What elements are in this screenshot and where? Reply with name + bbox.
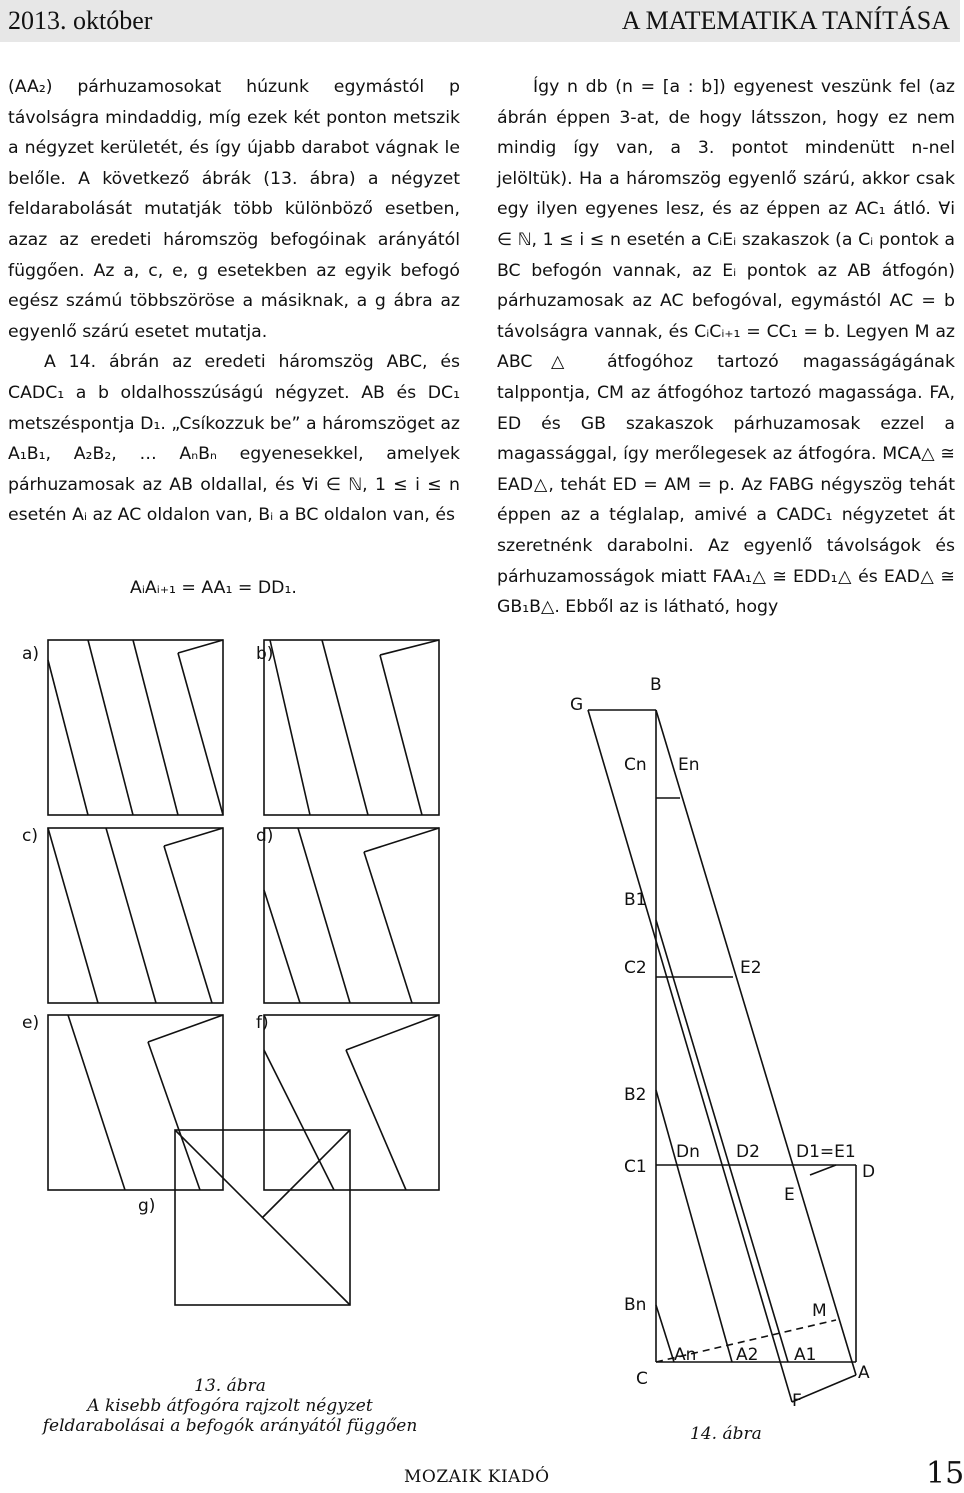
header-journal-title: A MATEMATIKA TANÍTÁSA (621, 6, 950, 35)
point-A2: A2 (736, 1345, 759, 1365)
line-A1B1 (656, 920, 788, 1362)
point-Cn: Cn (624, 755, 647, 775)
point-M: M (812, 1301, 827, 1321)
figure-13-caption (10, 1376, 450, 1436)
point-An: An (674, 1345, 697, 1365)
point-G: G (570, 695, 584, 715)
point-C2: C2 (624, 958, 647, 978)
label-c: c) (22, 826, 38, 846)
caption-line: A kisebb átfogóra rajzolt négyzet (87, 1396, 373, 1416)
square-d (264, 828, 439, 1003)
point-D2: D2 (736, 1142, 760, 1162)
point-D1E1: D1=E1 (796, 1142, 856, 1162)
paragraph: A 14. ábrán az eredeti háromszög ABC, és CADC₁ a b oldalhosszúságú négyzet. AB és DC₁ metszéspontja D₁. „Csíkozzuk be” a háromszöget az A₁B₁, A₂B₂, … AₙBₙ egyenesekkel, amelyek párhuzamosak az AB oldallal, és ∀i ∈ ℕ, 1 ≤ i ≤ n esetén Aᵢ az AC oldalon van, Bᵢ a BC oldalon van, és (8, 352, 460, 526)
page-number: 15 (926, 1456, 964, 1491)
point-B2: B2 (624, 1085, 647, 1105)
caption-line: feldarabolásai a befogók arányától függően (42, 1416, 418, 1436)
square-e (48, 1015, 223, 1190)
label-a: a) (22, 644, 40, 664)
square-c (48, 828, 223, 1003)
figure-13-squares (0, 630, 470, 1450)
point-E2: E2 (740, 958, 762, 978)
figure-14-caption: 14. ábra (690, 1424, 762, 1444)
point-C: C (636, 1369, 648, 1389)
page-header (0, 0, 960, 42)
point-B1: B1 (624, 890, 647, 910)
point-A1: A1 (794, 1345, 817, 1365)
point-labels (570, 675, 875, 1411)
point-D: D (862, 1162, 876, 1182)
square-a (48, 640, 223, 815)
point-E: E (784, 1185, 795, 1205)
paragraph: Így n db (n = [a : b]) egyenest veszünk fel (az ábrán éppen 3-at, de hogy látsszon, hogy ez nem mindig így van, a 3. pontot mindenütt n-nel jelöltük). Ha a háromszög egyenlő szárú, akkor csak egy ilyen egyenes lesz, és az éppen az AC₁ átló. ∀i ∈ ℕ, 1 ≤ i ≤ n esetén a CᵢEᵢ szakaszok (a Cᵢ pontok a BC befogón vannak, az Eᵢ pontok az AB átfogón) párhuzamosak az AC befogóval, egymástól AC = b távolságra vannak, és CᵢCᵢ₊₁ = CC₁ = b. Legyen M az ABC△ átfogóhoz tartozó magasságágának talppontja, CM az átfogóhoz tartozó magassága. FA, ED és GB szakaszok párhuzamosak ezzel a magassággal, így merőlegesek az átfogóra. MCA△ ≅ EAD△, tehát ED = AM = p. Az FABG négyszög tehát éppen az a téglalap, amivé a CADC₁ négyzetet át szeretnénk darabolni. Az egyenlő távolságok és párhuzamosságok miatt FAA₁△ ≅ EDD₁△ és EAD△ ≅ GB₁B△. Ebből az is látható, hogy (497, 77, 955, 618)
label-g: g) (138, 1196, 156, 1216)
left-column-text (8, 72, 460, 531)
point-Bn: Bn (624, 1295, 647, 1315)
point-En: En (678, 755, 700, 775)
label-b: b) (256, 644, 274, 664)
point-Dn: Dn (676, 1142, 700, 1162)
label-d: d) (256, 826, 274, 846)
line-A2B2 (656, 1090, 732, 1362)
right-column-text (497, 72, 955, 623)
point-A: A (858, 1363, 870, 1383)
line-AnBn (656, 1305, 674, 1362)
figure-14-diagram (540, 660, 960, 1450)
label-e: e) (22, 1013, 40, 1033)
point-B: B (650, 675, 662, 695)
paragraph: (AA₂) párhuzamosokat húzunk egymástól p távolságra mindaddig, míg ezek két ponton metszik a négyzet kerületét, és így újabb darabot vágnak le belőle. A következő ábrák (13. ábra) a négyzet feldarabolását mutatják több különböző esetben, azaz az eredeti háromszög befogóinak arányától függően. Az a, c, e, g esetekben az egyik befogó egész számú többszöröse a másiknak, a g ábra az egyenlő szárú esetet mutatja. (8, 77, 460, 342)
label-f: f) (256, 1013, 269, 1033)
equation: AᵢAᵢ₊₁ = AA₁ = DD₁. (130, 578, 297, 598)
point-F: F (792, 1391, 802, 1411)
header-date: 2013. október (8, 6, 153, 35)
segment-GF (588, 710, 792, 1402)
footer-publisher: MOZAIK KIADÓ (404, 1467, 550, 1487)
caption-title: 13. ábra (194, 1376, 266, 1396)
point-C1: C1 (624, 1157, 647, 1177)
